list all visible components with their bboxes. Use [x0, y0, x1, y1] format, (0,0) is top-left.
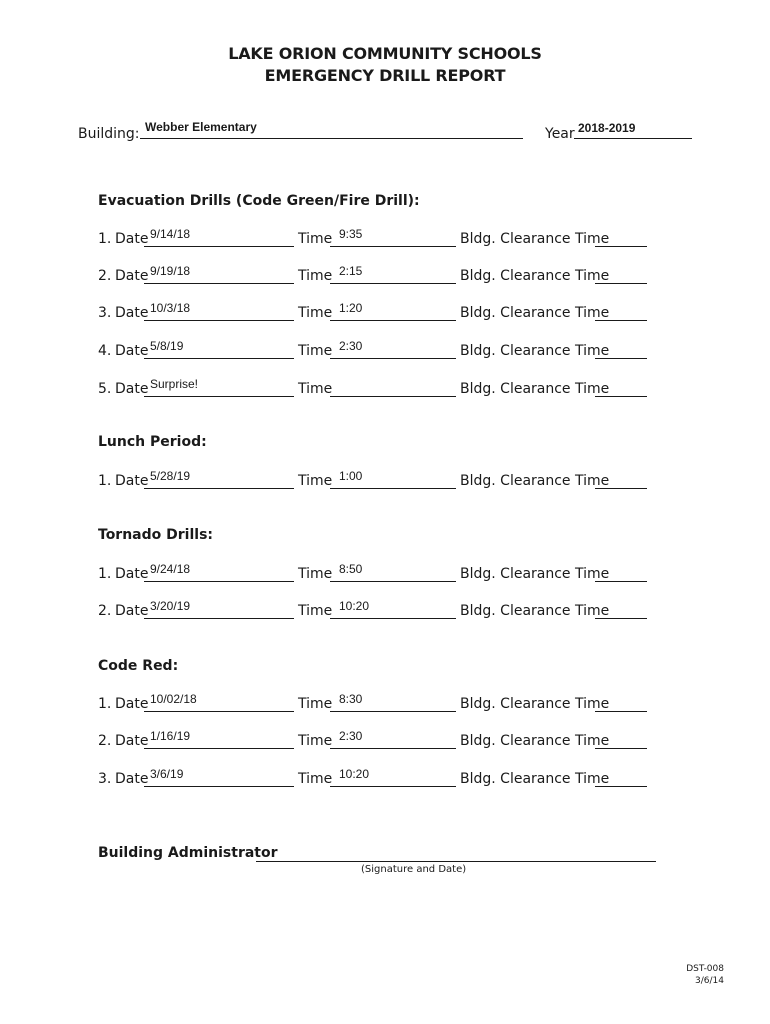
lunch-row-number: 1.: [98, 473, 112, 489]
codered-date-value[interactable]: 1/16/19: [150, 729, 191, 743]
evacuation-clearance-label: Bldg. Clearance Time: [460, 231, 610, 247]
evacuation-date-label: Date: [115, 343, 149, 359]
evacuation-time-line: [330, 358, 456, 359]
lunch-heading: Lunch Period:: [98, 434, 207, 450]
evacuation-clearance-line: [595, 358, 647, 359]
codered-date-value[interactable]: 10/02/18: [150, 692, 197, 706]
lunch-time-label: Time: [298, 473, 333, 489]
tornado-date-value[interactable]: 9/24/18: [150, 562, 191, 576]
evacuation-heading: Evacuation Drills (Code Green/Fire Drill):: [98, 193, 420, 209]
codered-row-number: 3.: [98, 771, 112, 787]
tornado-date-label: Date: [115, 603, 149, 619]
evacuation-time-label: Time: [298, 381, 333, 397]
codered-time-label: Time: [298, 771, 333, 787]
tornado-date-line: [144, 618, 294, 619]
codered-clearance-line: [595, 748, 647, 749]
evacuation-date-value[interactable]: 9/14/18: [150, 227, 191, 241]
tornado-row-number: 2.: [98, 603, 112, 619]
codered-time-line: [330, 748, 456, 749]
tornado-clearance-label: Bldg. Clearance Time: [460, 603, 610, 619]
codered-row-number: 2.: [98, 733, 112, 749]
admin-signature-line[interactable]: [256, 861, 656, 862]
codered-date-line: [144, 711, 294, 712]
evacuation-date-value[interactable]: Surprise!: [150, 377, 199, 391]
evacuation-date-line: [144, 283, 294, 284]
evacuation-time-value[interactable]: 1:20: [339, 301, 363, 315]
evacuation-time-value[interactable]: 2:15: [339, 264, 363, 278]
tornado-date-label: Date: [115, 566, 149, 582]
codered-time-line: [330, 711, 456, 712]
codered-clearance-line: [595, 711, 647, 712]
evacuation-row-number: 2.: [98, 268, 112, 284]
codered-time-line: [330, 786, 456, 787]
evacuation-date-label: Date: [115, 231, 149, 247]
evacuation-date-label: Date: [115, 381, 149, 397]
tornado-time-label: Time: [298, 566, 333, 582]
tornado-clearance-label: Bldg. Clearance Time: [460, 566, 610, 582]
year-label: Year: [545, 126, 575, 142]
evacuation-clearance-line: [595, 246, 647, 247]
lunch-date-line: [144, 488, 294, 489]
tornado-time-line: [330, 581, 456, 582]
evacuation-time-line: [330, 320, 456, 321]
codered-time-value[interactable]: 2:30: [339, 729, 363, 743]
evacuation-time-line: [330, 246, 456, 247]
building-line: [140, 138, 523, 139]
form-subtitle: EMERGENCY DRILL REPORT: [264, 66, 506, 85]
form-code: DST-008: [686, 964, 724, 974]
evacuation-date-label: Date: [115, 305, 149, 321]
evacuation-date-line: [144, 358, 294, 359]
lunch-clearance-line: [595, 488, 647, 489]
codered-time-label: Time: [298, 696, 333, 712]
tornado-time-value[interactable]: 8:50: [339, 562, 363, 576]
codered-date-line: [144, 786, 294, 787]
codered-date-label: Date: [115, 696, 149, 712]
evacuation-clearance-line: [595, 320, 647, 321]
evacuation-time-label: Time: [298, 231, 333, 247]
year-value[interactable]: 2018-2019: [578, 121, 636, 135]
codered-heading: Code Red:: [98, 658, 179, 674]
evacuation-date-line: [144, 396, 294, 397]
form-date: 3/6/14: [695, 976, 724, 986]
evacuation-time-label: Time: [298, 268, 333, 284]
evacuation-date-value[interactable]: 9/19/18: [150, 264, 191, 278]
evacuation-date-label: Date: [115, 268, 149, 284]
codered-clearance-label: Bldg. Clearance Time: [460, 771, 610, 787]
codered-date-label: Date: [115, 733, 149, 749]
codered-time-value[interactable]: 10:20: [339, 767, 370, 781]
evacuation-clearance-label: Bldg. Clearance Time: [460, 305, 610, 321]
evacuation-row-number: 3.: [98, 305, 112, 321]
codered-date-label: Date: [115, 771, 149, 787]
tornado-date-line: [144, 581, 294, 582]
building-label: Building:: [78, 126, 140, 142]
tornado-time-label: Time: [298, 603, 333, 619]
codered-time-label: Time: [298, 733, 333, 749]
form-title: LAKE ORION COMMUNITY SCHOOLS: [228, 44, 542, 63]
admin-label: Building Administrator: [98, 845, 278, 861]
evacuation-time-value[interactable]: 2:30: [339, 339, 363, 353]
evacuation-clearance-label: Bldg. Clearance Time: [460, 343, 610, 359]
tornado-row-number: 1.: [98, 566, 112, 582]
lunch-time-value[interactable]: 1:00: [339, 469, 363, 483]
evacuation-row-number: 5.: [98, 381, 112, 397]
lunch-date-label: Date: [115, 473, 149, 489]
lunch-time-line: [330, 488, 456, 489]
building-value[interactable]: Webber Elementary: [145, 120, 257, 134]
evacuation-clearance-label: Bldg. Clearance Time: [460, 268, 610, 284]
tornado-time-value[interactable]: 10:20: [339, 599, 370, 613]
evacuation-date-value[interactable]: 5/8/19: [150, 339, 184, 353]
evacuation-row-number: 4.: [98, 343, 112, 359]
year-line: [574, 138, 692, 139]
codered-row-number: 1.: [98, 696, 112, 712]
evacuation-date-line: [144, 320, 294, 321]
evacuation-time-label: Time: [298, 343, 333, 359]
evacuation-clearance-label: Bldg. Clearance Time: [460, 381, 610, 397]
evacuation-time-line: [330, 396, 456, 397]
lunch-date-value[interactable]: 5/28/19: [150, 469, 191, 483]
evacuation-clearance-line: [595, 396, 647, 397]
tornado-clearance-line: [595, 618, 647, 619]
evacuation-clearance-line: [595, 283, 647, 284]
tornado-clearance-line: [595, 581, 647, 582]
codered-time-value[interactable]: 8:30: [339, 692, 363, 706]
tornado-date-value[interactable]: 3/20/19: [150, 599, 191, 613]
codered-date-value[interactable]: 3/6/19: [150, 767, 184, 781]
evacuation-date-line: [144, 246, 294, 247]
codered-clearance-label: Bldg. Clearance Time: [460, 696, 610, 712]
codered-date-line: [144, 748, 294, 749]
evacuation-time-line: [330, 283, 456, 284]
evacuation-time-value[interactable]: 9:35: [339, 227, 363, 241]
signature-note: (Signature and Date): [361, 864, 467, 875]
lunch-clearance-label: Bldg. Clearance Time: [460, 473, 610, 489]
tornado-heading: Tornado Drills:: [98, 527, 213, 543]
evacuation-time-label: Time: [298, 305, 333, 321]
evacuation-date-value[interactable]: 10/3/18: [150, 301, 191, 315]
evacuation-row-number: 1.: [98, 231, 112, 247]
codered-clearance-line: [595, 786, 647, 787]
tornado-time-line: [330, 618, 456, 619]
codered-clearance-label: Bldg. Clearance Time: [460, 733, 610, 749]
